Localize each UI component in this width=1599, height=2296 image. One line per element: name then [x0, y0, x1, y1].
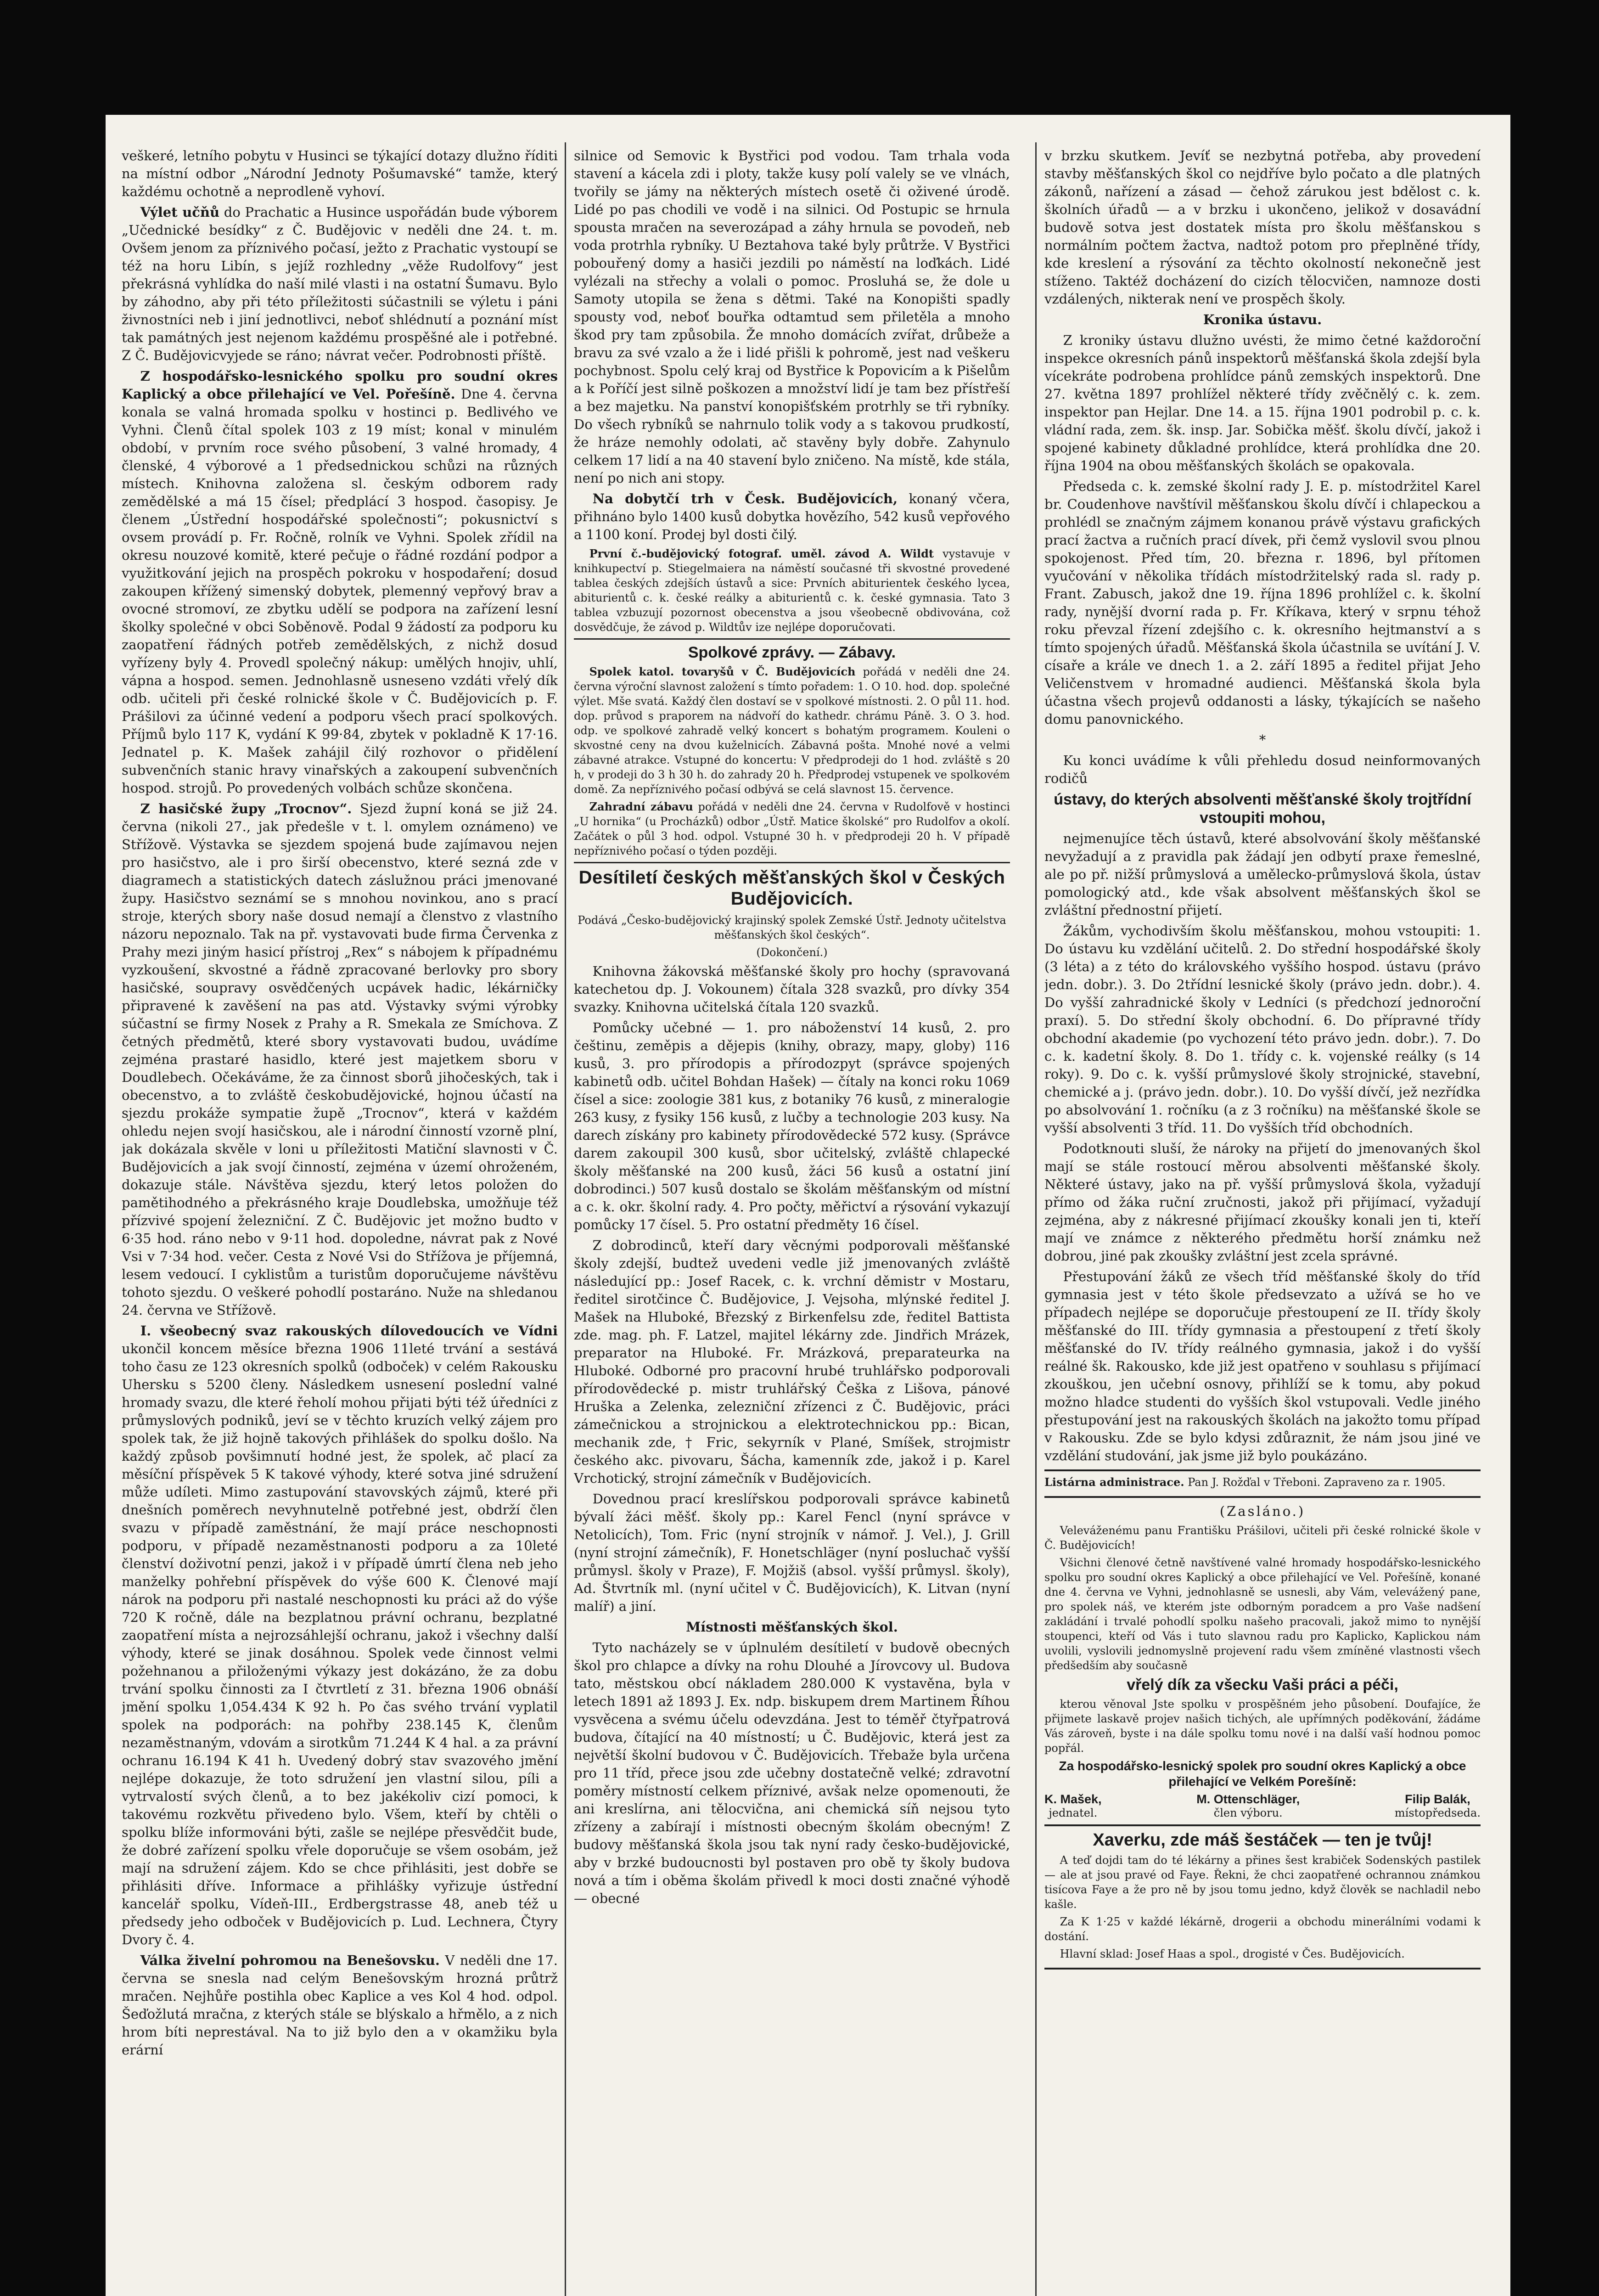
signature-role: jednatel.	[1049, 1806, 1098, 1819]
signature-name: M. Ottenschläger,	[1196, 1792, 1300, 1806]
letter-salutation: Veleváženému panu Františku Prášilovi, učiteli při české rolnické škole v Č. Budějovicích!	[1044, 1524, 1481, 1552]
article-text: v brzku skutkem. Jevíť se nezbytná potřeba, aby provedení stavby měšťanských škol co nejdříve bylo počato a dle platných zákonů, nařízení a zásad — čehož zárukou jest bdělost c. k. školních úřadů — a v brzku i ukončeno, jelikož v dosavádní budově sotva jest dostatek místa pro školu měšťanskou s normálním počtem žactva, nadtož potom pro přeplněné třídy, kde kreslení a rýsování za těchto okolností nekonečně jest stíženo. Taktéž docházení do cizích tělocvičen, namnoze dosti vzdálených, nikterak není ve prospěch školy.	[1044, 148, 1481, 307]
feature-headline: Desítiletí českých měšťanských škol v Českých Budějovicích.	[578, 867, 1005, 909]
article-headline: Válka živelní pohromou na Benešovsku.	[140, 1953, 440, 1968]
article-headline: Spolek katol. tovaryšů v Č. Budějovicích	[589, 665, 856, 678]
admin-notice-box	[1044, 1469, 1481, 1498]
article-text: ukončil koncem měsíce března 1906 11leté trvání a sestává toho času ze 123 okresních spolků (odboček) v celém Rakousku Uhersku s 5200 členy. Následkem usnesení poslední valné hromady svazu, dle které řeholí mohou přijati býti též úředníci z průmyslových podniků, jeví se v těchto kruzích velký zájem pro spolek tak, že již hojně takových přihlášek do spolku došlo. Na každý způsob povšimnutí hodné jest, že spolek, ač plací za měsíční příspěvek 5 K takové výhody, které sotva jiné sdružení může udíleti. Mimo zastupování stavovských zájmů, které při dnešních poměrech nevyhnutelně potřebné jest, obdrží člen svazu v případě zaměstnání, že mají práce neschopnosti podporu, v případě nezaměstnanosti podporu a za 10leté členství doživotní penzi, jakož i v případě úmrtí člena neb jeho manželky pohřební příspěvek do výše 600 K. Členové mají nárok na podporu při nastalé neschopnosti ku práci až do výše 720 K ročně, dále na bezplatnou právní ochranu, bezplatné zaopatření místa a nejrozsáhlejší ochranu, jakož i všechny další výhody, které se jinak dosáhnou. Spolek vede činnost velmi požehnanou a přiloženými výkazy jest dokázáno, že za dobu trvání spolku činnosti za I čtvrtletí z 31. března 1906 obnáší jmění spolku 1,054.434 K 92 h. Po čas svého trvání vyplatil spolek na podporách: na pohřby 238.145 K, členům nezaměstnaným, vdovám a sirotkům 71.244 K 4 hal. a za právní ochranu 16.194 K 41 h. Uvedený dobrý stav svazového jmění nejlépe dokazuje, že toto sdružení jen vlastní silou, píli a vytrvalostí svých členů, a to bez jakékoliv cizí pomoci, k takovému rozkvětu přivedeno bylo. Všem, kteří by chtěli o spolku blíže informováni býti, zašle se nejlépe přesvědčit bude, že dobré zařízení spolku vřele doporučuje se všem osobám, jež mají na sdružení zájem. Kdo se chce přihlásiti, jest dobře se přihlásiti dříve. Informace a přihlášky vyřizuje ústřední kancelář spolku, Vídeň-III., Erdbergstrasse 48, aneb též u předsedy jeho odboček v Budějovicích p. Lud. Lechnera, Čtyry Dvory č. 4.	[122, 1341, 558, 1947]
article-text: Tyto nacházely se v úplnulém desítiletí v budově obecných škol pro chlapce a dívky na rohu Dlouhé a Jírovcovy ul. Budova tato, městskou obcí nákladem 280.000 K vystavěna, byla v letech 1891 až 1893 J. Ex. ndp. biskupem drem Martinem Říhou vysvěcena a svému účelu odevzdána. Jest to téměř čtyřpatrová budova, čítající na 40 místností; u Č. Budějovic, která jest za největší školní budovou v Č. Budějovicích. Třebaže byla určena pro 11 tříd, přece jsou zde učebny dostatečně velké; zdravotní poměry místností celkem příznivé, avšak nelze opomenouti, že ani kreslírna, ani tělocvična, ani chemická síň nejsou tyto zřízeny a zabírají i místnosti obecným školám obecným! Z budovy měšťanská škola jsou tak nyní rady česko-budějovické, aby v brzké budoucnosti byl postaven pro obě ty školy budova nová a tím i oběma školám přivedl k moci dosti značné výhodě — obecné	[574, 1640, 1010, 1906]
article-text: Dne 4. června konala se valná hromada spolku v hostinci p. Bedlivého ve Vyhni. Členů čítal spolek 103 z 19 míst; konal v minulém období, v prvním roce svého působení, 3 valné hromady, 4 členské, 4 výborové a 1 předsednickou schůzi na různých místech. Knihovna založena sl. českým odborem rady zemědělské a má 15 čísel; předplácí 3 hospod. časopisy. Je členem „Ústřední hospodářské společnosti“; pokusnictví s ovsem provádí p. Fr. Ročně, rolník ve Vyhni. Spolek zřídil na okresu nouzové komitě, které pečuje o řádné rozdání podpor a využitkování jejich na prospěch pokroku v hospodaření; dosud zakoupen křížený simenský dobytek, plemenný vepřový brav a ovocné stromoví, ze zbytku udělí se podpora na zařízení lesní školky společné v obci Soběnově. Podal 9 žádostí za podporu ku zaopatření řádných potřeb zemědělských, z nichž dosud vyřízeny byly 4. Provedl společný nákup: umělých hnojiv, uhlí, vápna a hospod. semen. Jednohlasně usneseno vzdáti vřelý dík odb. učiteli při české rolnické škole v Č. Budějovicích p. F. Prášilovi za účinné vedení a podporu všech prací spolkových. Příjmů bylo 117 K, vydání K 99·84, zbytek v pokladně K 17·16. Jednatel p. K. Mašek zahájil čilý rozhovor o přidělení subvenčních stanic hravy vinařských a zakoupení subvenčních hospod. strojů. Po provedených volbách schůze skončena.	[122, 386, 558, 796]
advertisement-headline: Xaverku, zde máš šestáček — ten je tvůj!	[1093, 1830, 1432, 1850]
article-headline: První č.-budějovický fotograf. uměl. závod A. Wildt	[589, 547, 934, 560]
article-text: Sjezd župní koná se již 24. června (nikoli 27., jak předešle v t. l. omylem oznámeno) ve Střížově. Výstavka se sjezdem spojená bude zajímavou nejen pro hasičstvo, ale i pro širší obecenstvo, které sezná zde v diagramech a statistických datech záslužnou práci jmenované župy. Hasičstvo seznámí se s mnohou novinkou, ano s prací stroje, kterých sbory naše dosud nemají a členstvo z vlastního názoru nepoznalo. Tak na př. vystavovati bude firma Červenka z Prahy mezi jiným hasicí přístroj „Rex“ s nábojem k případnému vyzkoušení, skvostné a řádně zpracované berlovky pro sbory hasičské, soupravy osvědčených ucpávek hadic, lékárničky připravené k zavěšení na pas atd. Výstavky svými výrobky súčastní se firmy Nosek z Prahy a R. Smekala ze Smíchova. Z četných předmětů, které sbory vystavovati budou, uvádíme zejména prastaré hasidlo, které jest majetkem sboru v Doudlebech. Očekáváme, že za činnost sborů jihočeských, tak i obecenstvo, a to zvláště českobudějovické, hojnou účastí na sjezdu prokáže sympatie župě „Trocnov“, která v každém ohledu nejen svojí hasičskou, ale i národní činností vzorně plní, jak dokázala skvěle v loni u příležitosti Matiční slavnosti v Č. Budějovicích a jak svojí činností, zejména v území ohroženém, dokazuje stále. Návštěva sjezdu, který letos položen do pamětihodného a překrásného kraje Doudlebska, umožňuje též přízvivé spojení železniční. Z Č. Budějovic jet možno budto v 6·35 hod. ráno nebo v 9·11 hod. dopoledne, návrat pak z Nové Vsi v 7·34 hod. večer. Cesta z Nové Vsi do Střížova je příjemná, lesem vedoucí. I cyklistům a turistům doporučujeme návštěvu tohoto sjezdu. O veškeré pohodlí postaráno. Nuže na shledanou 24. června ve Střížově.	[122, 801, 558, 1318]
article-headline: Z hasičské župy „Trocnov“.	[140, 801, 352, 816]
admin-notice	[1044, 1475, 1481, 1490]
column-rule	[565, 142, 566, 2296]
article-paragraph	[122, 1322, 558, 1949]
signature-role: místopředseda.	[1394, 1806, 1481, 1819]
admin-notice-heading: Listárna administrace.	[1044, 1475, 1184, 1489]
feature-continuation-note: (Dokončení.)	[756, 946, 828, 959]
article-paragraph	[574, 546, 1010, 635]
article-text: Dovednou prací kreslířskou podporovali správce kabinetů bývalí žáci měšť. školy pp.: Karel Fencl (nyní správce v Netolicích), Tom. Fric (nyní strojník v námoř. J. Vel.), J. Grill (nyní strojní zámečník), F. Honetschläger (nyní posluchač vyšší průmysl. školy v Praze), F. Mojžiš (absol. vyšší průmysl. školy), Ad. Štvrtník ml. (nyní učitel v Č. Budějovicích), K. Litvan (nyní malíř) a jiní.	[574, 1491, 1010, 1614]
signature-row	[1044, 1792, 1481, 1820]
subsection-heading: Místnosti měšťanských škol.	[686, 1619, 898, 1635]
article-text: nejmenujíce těch ústavů, které absolvování školy měšťanské nevyžadují a z pravidla pak žádají jen odbytí praxe řemeslné, ale po př. nižší průmyslová a umělecko-průmyslová škola, ústav pomologický atd., kde však absolvent měšťanských škol se zvláštní přednostní přijetí.	[1044, 831, 1481, 918]
column-2	[574, 147, 1010, 2296]
letter-text: kterou věnoval Jste spolku v prospěšném jeho působení. Doufajíce, že přijmete laskavě projev našich tichých, ale upřímných poděkování, žádáme Vás zároveň, byste i na dále spolku tomu nové i na další vaší hodnou pomoc popřál.	[1044, 1698, 1481, 1755]
newspaper-page	[106, 115, 1510, 2296]
advertisement-text: Hlavní sklad: Josef Haas a spol., drogisté v Čes. Budějovicích.	[1060, 1947, 1405, 1960]
article-text: Předseda c. k. zemské školní rady J. E. p. místodržitel Karel br. Coudenhove navštívil měšťanskou školu dívčí i chlapeckou a prohlédl se značným zájmem konanou právě výstavu grafických prací žactva a ručních prací dívek, při čemž vyslovil svou plnou spokojenost. Před tím, 20. března r. 1896, byl přítomen vyučování v několika třídách místodržitelský rada sl. rady p. Frant. Zabusch, jakož dne 19. října 1896 prohlížel c. k. školní rady, nynější dvorní rada p. Fr. Kříkava, který v srpnu téhož roku převzal řízení zdejšího c. k. okresního hejtmanství a s tímto spojených úřadů. Měšťanská škola účastnila se uvítání J. V. císaře a krále ve dnech 1. a 2. září 1895 a ředitel přijat Jeho Veličenstvem v hromadné audienci. Měšťanská škola byla účastna všech projevů oddanosti a lásky, týkajících se našeho domu panovnického.	[1044, 478, 1481, 727]
article-paragraph	[574, 490, 1010, 544]
section-separator-star: *	[1259, 732, 1266, 748]
section-divider	[574, 862, 1010, 863]
signature-name: K. Mašek,	[1044, 1792, 1102, 1806]
article-text: Knihovna žákovská měšťanské školy pro hochy (spravovaná katechetou dp. J. Vokounem) čítala 328 svazků, pro dívky 354 svazky. Knihovna učitelská čítala 120 svazků.	[574, 963, 1010, 1015]
sent-in-label: (Zasláno.)	[1219, 1503, 1306, 1519]
signature	[1196, 1792, 1300, 1820]
article-headline: Zahradní zábavu	[589, 800, 693, 813]
signature	[1044, 1792, 1102, 1820]
article-text: pořádá v neděli dne 24. června v Rudolfově v hostinci „U hornika“ (u Procházků) odbor „Ústř. Matice školské“ pro Rudolfov a okolí. Začátek o půl 3 hod. odpol. Vstupné 30 h. v předprodeji 20 h. V případě nepříznivého počasí o týden později.	[574, 800, 1010, 857]
column-rule	[1035, 142, 1037, 2296]
feature-byline: Podává „Česko-budějovický krajinský spolek Zemské Ústř. Jednoty učitelstva měšťanských škol českých“.	[578, 914, 1006, 941]
subsection-heading: Kronika ústavu.	[1203, 312, 1322, 327]
article-text: Pomůcky učebné — 1. pro náboženství 14 kusů, 2. pro češtinu, zeměpis a dějepis (knihy, obrazy, mapy, globy) 116 kusů, 3. pro přírodopis a přírodozpyt (správce spojených kabinetů odb. učitel Bohdan Hašek) — čítaly na konci roku 1069 čísel a sice: zoologie 381 kus, z botaniky 76 kusů, z mineralogie 263 kusy, z fysiky 156 kusů, z lučby a technologie 203 kusy. Na darech získány pro kabinety přírodovědecké 572 kusy. (Správce darem zakoupil 300 kusů, sbor učitelský, zvláště chlapecké školy měšťanské na 200 kusů, žáci 56 kusů a ostatní jiní dobrodinci.) 507 kusů dostalo se školám měšťanským od místní a c. k. okr. školní rady. 4. Pro počty, měřictví a rýsování vykazují pomůcky 17 čísel. 5. Pro ostatní předměty 16 čísel.	[574, 1020, 1010, 1232]
advertisement-text: Za K 1·25 v každé lékárně, drogerii a obchodu minerálními vodami k dostání.	[1044, 1915, 1481, 1943]
letter-emphasis: vřelý dík za všecku Vaši práci a péči,	[1127, 1676, 1398, 1694]
article-text: Žákům, vychodivším školu měšťanskou, mohou vstoupiti: 1. Do ústavu ku vzdělání učitelů. 2. Do střední hospodářské školy (3 léta) a z této do královského vyššího hospod. ústavu (právo jedn. dobr.). 3. Do 2třídní lesnické školy (právo jedn. dobr.). 4. Do vyšší zahradnické školy v Ledníci (s předchozí jednoroční praxí). 5. Do střední školy obchodní. 6. Do přípravné třídy obchodní akademie (po vychození této právo jedn. dobr.). 7. Do c. k. kadetní školy. 8. Do 1. třídy c. k. vojenské reálky (s 14 roky). 9. Do c. k. vyšší průmyslové školy strojnické, stavební, chemické a j. (právo jedn. dobr.). 10. Do vyšší dívčí, jež nezřídka po absolvování 1. ročníku (a z 3 ročníku) na měšťanské škole se vyšší absolventi 3 tříd. 11. Do vyšších tříd obchodních.	[1044, 923, 1481, 1136]
column-3	[1044, 147, 1481, 2296]
signature	[1395, 1792, 1481, 1820]
article-headline: I. všeobecný svaz rakouských dílovedoucích ve Vídni	[140, 1323, 558, 1339]
advertisement-text: A teď dojdi tam do té lékárny a přines šest krabiček Sodenských pastilek — ale at jsou pravé od Faye. Řekni, že chci zaopatřené ochrannou známkou tisícova Faye a že pro ně by jsou tomu jedno, když člověk se nachladil nebo kašle.	[1044, 1854, 1481, 1911]
article-text: veškeré, letního pobytu v Husinci se týkající dotazy dlužno říditi na místní odbor „Národní Jednoty Pošumavské“ tamže, který každému ochotně a neprodleně vyhoví.	[122, 148, 558, 199]
article-text: Přestupování žáků ze všech tříd měšťanské školy do tříd gymnasia jest v této škole předsevzato a užívá se ho ve případech nejlépe se doporučuje přestoupení ze II. třídy školy měšťanské do III. třídy gymnasia a přestoupení z třetí školy měšťanské do IV. třídy reálného gymnasia, jakož i do vyšší reálné šk. Rakousko, kde již jest opatřeno v souhlasu s přijímací zkouškou, jen učební osnovy, přihlíží se k tomu, aby pokud možno hladce studenti do vyšších škol vstupovali. Vedle jiného přestupování jest na rakouských školách na jakožto tomu případ v Rakousku. Zde se bylo kdysi zdůraznit, že nám jsou jiné ve vzdělání studování, jak jsme již bylo poukázáno.	[1044, 1269, 1481, 1463]
signature-heading: Za hospodářsko-lesnický spolek pro soudní okres Kaplický a obce přilehající ve Velkém Porešíně:	[1059, 1759, 1466, 1789]
admin-notice-text: Pan J. Rožďal v Třeboni. Zapraveno za r. 1905.	[1188, 1476, 1446, 1489]
article-text: Z kroniky ústavu dlužno uvésti, že mimo četné každoroční inspekce okresních pánů inspektorů měšťanská škola zdejší byla vícekráte podrobena prohlídce pánů zemských inspektorů. Dne 27. května 1897 prohlížel některé třídy zvěčnělý c. k. zem. inspektor pan Hejlar. Dne 14. a 15. října 1901 podrobil p. c. k. vládní rada, zem. šk. insp. Jar. Sobička měšť. školu dívčí, jakož i spojené kabinety důkladné prohlídce, která prohlídka dne 20. října 1904 na obou měšťanských školách se opakovala.	[1044, 332, 1481, 473]
article-paragraph	[122, 367, 558, 797]
signature-role: člen výboru.	[1213, 1806, 1283, 1819]
article-paragraph	[574, 664, 1010, 797]
article-text: konaný včera, přihnáno bylo 1400 kusů dobytka hovězího, 542 kusů vepřového a 1100 koní. Prodej byl dosti čilý.	[574, 491, 1010, 542]
advertisement-box	[1044, 1824, 1481, 1970]
column-1	[122, 147, 558, 2296]
article-text: vystavuje v knihkupectví p. Stiegelmaiera na náměstí současné tři skvostné provedené tablea českých zdejších ústavů a sice: Prvních abiturientek českého lycea, abiturientů c. k. české reálky a abiturientů c. k. české gymnasia. Tato 3 tablea vzbuzují pozornost obecenstva a jsou všeobecně obdivována, což dosvědčuje, že závod p. Wildtův ize nejlépe doporučovati.	[574, 547, 1010, 634]
article-paragraph	[122, 203, 558, 365]
article-text: Z dobrodinců, kteří dary věcnými podporovali měšťanské školy zdejší, budtež uvedeni vedle již jmenovaných zvláště následující pp.: Josef Racek, c. k. vrchní děmistr v Mostaru, ředitel sirotčince Č. Budějovice, J. Vejsoha, mlýnské ředitel J. Mašek na Hluboké, Březský z Birkenfelsu zde, ředitel Battista zde. mag. ph. F. Latzel, majitel lékárny zde. Jindřich Mrázek, preparator na Hluboké. Fr. Mrázková, preparateurka na Hluboké. Odborné pro pracovní hrubé truhlářsko podporovali přírodovědecké p. mistr truhlářský Češka z Lišova, pánové Hruška a Zelenka, zelezniční zřízenci z Č. Budějovic, práci zámečnickou a strojnickou a elektrotechnickou pp.: Bican, mechanik zde, † Fric, sekyrník v Plané, Smíšek, strojmistr českého akc. pivovaru, Šácha, kamenník zde, jakož i p. Karel Vrchotický, strojní zámečník v Budějovicích.	[574, 1238, 1010, 1486]
article-text: Ku konci uvádíme k vůli přehledu dosud neinformovaných rodičů	[1044, 753, 1481, 786]
article-text: Podotknouti sluší, že nároky na přijetí do jmenovaných škol mají se stále rostoucí měrou absolventi měšťanské školy. Některé ústavy, jako na př. vyšší průmyslová škola, vyžadují přímo od žáka ruční zručnosti, jakož při přijímací, vyžadují zejména, aby z nákresné přijímací zkoušky konali jen ti, kteří mají ve známce z některého předmětu horší známku než dobrou, jiné pak zkoušky zvláštní jest zcela správné.	[1044, 1141, 1481, 1264]
article-headline: Na dobytčí trh v Česk. Budějovicích,	[592, 491, 898, 506]
article-text: pořádá v neděli dne 24. června výroční slavnost založení s tímto pořadem: 1. O 10. hod. dop. společné výlet. Mše svatá. Každý člen dostaví se v spolkové místnosti. 2. O půl 11. hod. dop. průvod s praporem na nádvoří do kathedr. chrámu Páně. 3. O 3. hod. odp. ve spolkové zahradě velký koncert s bohatým programem. Kouleni o skvostné ceny na dvou kuželnicích. Zábavná pošta. Mnohé nové a velmi zábavné atrakce. Vstupné do koncertu: V předprodeji do 1 hod. zvláště s 20 h, v prodeji do 3 h 30 h. do zahrady 20 h. Předprodej vstupenek ve spolkovém domě. Za nepříznivého počasí odbývá se celá slavnost 15. července.	[574, 665, 1010, 796]
article-paragraph	[122, 1952, 558, 2059]
article-text: silnice od Semovic k Bystřici pod vodou. Tam trhala voda stavení a kácela zdi i ploty, takže kusy polí valely se ve vlnách, tvořily se jámy na některých místech osetě či oživené úrodě. Lidé po pas chodili ve vodě i na silnici. Od Postupic se hrnula spousta mračen na severozápad a záhy hrnula se povodeň, neb voda protrhla rybníky. U Beztahova také byly průtrže. V Bystřici pobouřený domy a hasiči jezdili po náměstí na loďkách. Lidé vylézali na střechy a volali o pomoc. Prosluhá se, že dole u Samoty utopila se žena s dětmi. Také na Konopišti spadly spousty vod, neboť bouřka odtamtud sem přiletěla a mnoho škod pry tam způsobila. Že mnoho domácích zvířat, drůbeže a bravu za své vzalo a že i lidé přišli k pohromě, jest nad veškeru pochybnost. Spolu celý kraj od Bystřice k Popovicím a k Pišelům a k Poříčí jest silně poškozen a množství lidí je tam bez přístřeší a bez majetku. Na panství konopišťském protrhly se tři rybníky. Do všech rybníků se nahrnulo tolik vody a s takovou prudkostí, že hráze nemohly odolati, ač stavěny byly dobře. Zahynulo celkem 17 lidí a na 40 stavení bylo zničeno. Na místě, kde stála, není po nich ani stopy.	[574, 148, 1010, 486]
signature-name: Filip Balák,	[1405, 1792, 1470, 1806]
article-paragraph	[122, 800, 558, 1319]
letter-text: Všichni členové četně navštívené valné hromady hospodářsko-lesnického spolku pro soudní okres Kaplický a obce přilehající ve Vel. Pořešíně, konané dne 4. června ve Vyhni, jednohlasně se usnesli, aby Vám, velevážený pane, pro spolek náš, ve kterém jste odborným poradcem a pro Vaše nadšení zakládání i trvalé pohodlí spolku našeho pracovali, jakož mimo to nynější stoupenci, kteří od Vás i tuto slavnou radu pro Kaplicko, Kaplickou nám uvolili, vyslovili jednomyslně projevení radu všem zmíněné vlastnosti všech předšedším aby současně	[1044, 1556, 1481, 1672]
section-heading: Spolkové zprávy. — Zábavy.	[688, 644, 896, 661]
section-divider	[574, 638, 1010, 640]
article-headline: Výlet učňů	[140, 204, 220, 220]
article-headline: Z hospodářsko-lesnického spolku pro soudní okres Kaplický a obce přilehající ve Vel. Pořešíně.	[122, 368, 558, 402]
article-text: do Prachatic a Husince uspořádán bude výborem „Učednické besídky“ z Č. Budějovic v neděli dne 24. t. m. Ovšem jenom za příznivého počasí, ježto z Prachatic vystoupí se též na horu Libín, s jejíž rozhledny „věže Rudolfovy“ jest překrásná vyhlídka do naší milé vlasti i na ostatní Šumavu. Bylo by záhodno, aby při této příležitosti súčastnili se výletu i páni živnostníci neb i jiní jednotlivci, neboť shlédnutí a poznání míst tak památných jest nejenom každému prospěšné ale i potřebné. Z Č. Budějovicvyjede se ráno; návrat večer. Podrobnosti příště.	[122, 204, 558, 363]
article-paragraph	[574, 799, 1010, 858]
subsection-heading: ústavy, do kterých absolventi měšťanské školy trojtřídní vstoupiti mohou,	[1054, 791, 1471, 827]
article-text: V neděli dne 17. června se snesla nad celým Benešovským hrozná průtrž mračen. Nejhůře postihla obec Kaplice a ves Kol 4 hod. odpol. Šeďožlutá mračna, z kterých stále se blýskalo a hřmělo, a z nich hrom bíti neprestával. Na to již bylo den a v okamžiku byla erární	[122, 1953, 558, 2058]
